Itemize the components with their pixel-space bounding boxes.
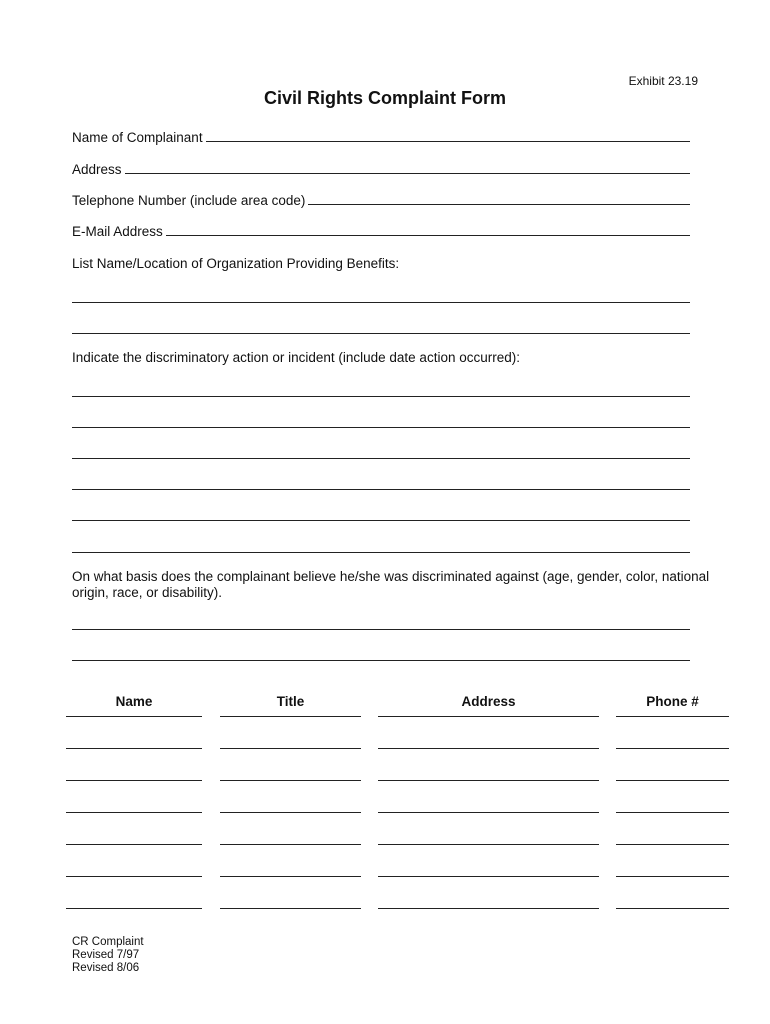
witness-address-line[interactable]	[378, 876, 599, 877]
address-field[interactable]	[125, 173, 690, 174]
witness-title-line[interactable]	[220, 812, 361, 813]
witness-title-line[interactable]	[220, 780, 361, 781]
organization-prompt: List Name/Location of Organization Providing Benefits:	[72, 256, 400, 271]
organization-line-1[interactable]	[72, 302, 690, 303]
telephone-label: Telephone Number (include area code)	[72, 193, 306, 208]
email-row	[72, 224, 690, 239]
witness-address-line[interactable]	[378, 748, 599, 749]
complainant-name-row	[72, 130, 690, 145]
telephone-row	[72, 193, 690, 208]
incident-line-2[interactable]	[72, 427, 690, 428]
witness-name-line[interactable]	[66, 748, 202, 749]
address-label: Address	[72, 162, 122, 177]
form-footer	[72, 936, 144, 975]
address-row	[72, 162, 690, 177]
witness-phone-line[interactable]	[616, 812, 729, 813]
incident-prompt: Indicate the discriminatory action or incident (include date action occurred):	[72, 350, 520, 365]
witness-title-line[interactable]	[220, 876, 361, 877]
witness-name-line[interactable]	[66, 908, 202, 909]
witness-name-line[interactable]	[66, 780, 202, 781]
basis-line-2[interactable]	[72, 660, 690, 661]
complainant-name-field[interactable]	[206, 141, 690, 142]
witness-address-line[interactable]	[378, 908, 599, 909]
witness-name-line[interactable]	[66, 716, 202, 717]
incident-line-4[interactable]	[72, 489, 690, 490]
witness-name-line[interactable]	[66, 876, 202, 877]
column-header-title: Title	[276, 694, 305, 709]
footer-line: Revised 8/06	[72, 962, 140, 974]
witness-phone-line[interactable]	[616, 908, 729, 909]
basis-line-1[interactable]	[72, 629, 690, 630]
column-header-phone: Phone #	[646, 694, 699, 709]
witness-name-line[interactable]	[66, 812, 202, 813]
witness-phone-line[interactable]	[616, 748, 729, 749]
witness-address-line[interactable]	[378, 844, 599, 845]
organization-line-2[interactable]	[72, 333, 690, 334]
basis-prompt: On what basis does the complainant believe he/she was discriminated against (age, gender, color, national origin, race, or disability).	[72, 569, 710, 600]
witness-title-line[interactable]	[220, 908, 361, 909]
witness-title-line[interactable]	[220, 748, 361, 749]
email-field[interactable]	[166, 235, 690, 236]
witness-phone-line[interactable]	[616, 844, 729, 845]
witness-address-line[interactable]	[378, 812, 599, 813]
footer-line: CR Complaint	[72, 936, 144, 948]
witness-name-line[interactable]	[66, 844, 202, 845]
witness-title-line[interactable]	[220, 716, 361, 717]
form-title: Civil Rights Complaint Form	[263, 88, 506, 108]
telephone-field[interactable]	[308, 204, 690, 205]
witness-title-line[interactable]	[220, 844, 361, 845]
complainant-name-label: Name of Complainant	[72, 130, 203, 145]
incident-line-5[interactable]	[72, 520, 690, 521]
incident-line-3[interactable]	[72, 458, 690, 459]
witness-phone-line[interactable]	[616, 716, 729, 717]
incident-line-1[interactable]	[72, 396, 690, 397]
witness-phone-line[interactable]	[616, 780, 729, 781]
column-header-name: Name	[115, 694, 153, 709]
exhibit-number: Exhibit 23.19	[628, 74, 698, 88]
email-label: E-Mail Address	[72, 224, 163, 239]
column-header-address: Address	[461, 694, 516, 709]
witness-address-line[interactable]	[378, 780, 599, 781]
incident-line-6[interactable]	[72, 552, 690, 553]
footer-line: Revised 7/97	[72, 949, 140, 961]
witness-phone-line[interactable]	[616, 876, 729, 877]
witness-address-line[interactable]	[378, 716, 599, 717]
